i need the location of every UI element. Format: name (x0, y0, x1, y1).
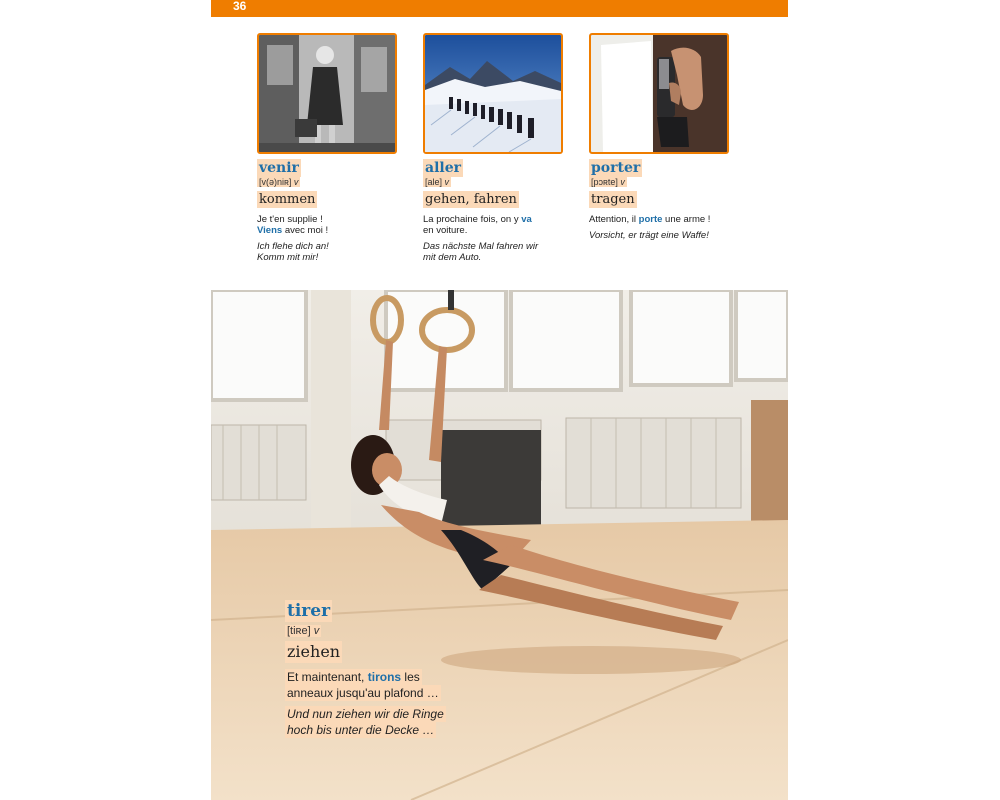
pronunciation-text: [v(ə)niʀ] (259, 177, 292, 187)
entry-photo (589, 33, 729, 154)
pronunciation-text: [ale] (425, 177, 443, 187)
part-of-speech: v (620, 177, 625, 187)
example-de-line: Ich flehe dich an! (257, 241, 329, 252)
entry-aller (423, 33, 573, 263)
example-de-line: Und nun ziehen wir die Ringe (287, 707, 444, 721)
example-fr-line: les (404, 670, 420, 684)
example-keyword: tirons (367, 670, 402, 684)
example-french (257, 214, 407, 236)
example-fr-line: Attention, il (589, 214, 636, 225)
entry-translation: gehen, fahren (425, 192, 517, 207)
entry-translation: ziehen (287, 642, 341, 661)
example-german (257, 241, 407, 263)
feature-entry-tirer (285, 600, 485, 738)
entry-pronunciation (257, 177, 407, 188)
example-german (285, 706, 485, 738)
woman-in-doorway-bw-photo (259, 35, 395, 152)
entry-word: porter (591, 160, 641, 176)
example-de-line: Komm mit mir! (257, 252, 319, 263)
example-french (589, 214, 739, 225)
entry-venir (257, 33, 407, 263)
entry-word: aller (425, 160, 461, 176)
example-german (589, 230, 739, 241)
skiers-in-snow-photo (425, 35, 561, 152)
example-keyword: porte (638, 214, 663, 225)
page-number: 36 (233, 0, 247, 13)
part-of-speech: v (313, 625, 320, 637)
entry-porter (589, 33, 739, 241)
entry-translation: tragen (591, 192, 635, 207)
example-french (423, 214, 573, 236)
gun-in-holster-photo (591, 35, 727, 152)
example-de-line: mit dem Auto. (423, 252, 482, 263)
entry-pronunciation (423, 177, 573, 188)
pronunciation-text: [tiʀe] (287, 625, 311, 637)
entry-pronunciation (589, 177, 739, 188)
entry-pronunciation (285, 624, 485, 638)
example-fr-line: Et maintenant, (287, 670, 365, 684)
entry-word: venir (259, 160, 299, 176)
example-fr-line: anneaux jusqu'au plafond … (287, 686, 439, 700)
entry-photo (257, 33, 397, 154)
example-french (285, 669, 485, 701)
page-header-bar (211, 0, 788, 17)
example-fr-line: en voiture. (423, 225, 468, 236)
part-of-speech: v (293, 177, 299, 187)
example-fr-line: Je t'en supplie ! (257, 214, 323, 225)
example-fr-line: avec moi ! (284, 225, 329, 236)
example-fr-line: La prochaine fois, on y (423, 214, 519, 225)
pronunciation-text: [pɔʀte] (591, 177, 618, 187)
example-fr-line: une arme ! (665, 214, 711, 225)
example-de-line: Vorsicht, er trägt eine Waffe! (589, 230, 709, 241)
example-de-line: Das nächste Mal fahren wir (423, 241, 539, 252)
example-de-line: hoch bis unter die Decke … (287, 723, 435, 737)
part-of-speech: v (444, 177, 450, 187)
entry-translation: kommen (259, 192, 316, 207)
entry-word: tirer (287, 601, 331, 621)
example-german (423, 241, 573, 263)
dictionary-page (211, 0, 788, 800)
example-keyword: va (521, 214, 532, 225)
entry-photo (423, 33, 563, 154)
example-keyword: Viens (257, 225, 283, 236)
